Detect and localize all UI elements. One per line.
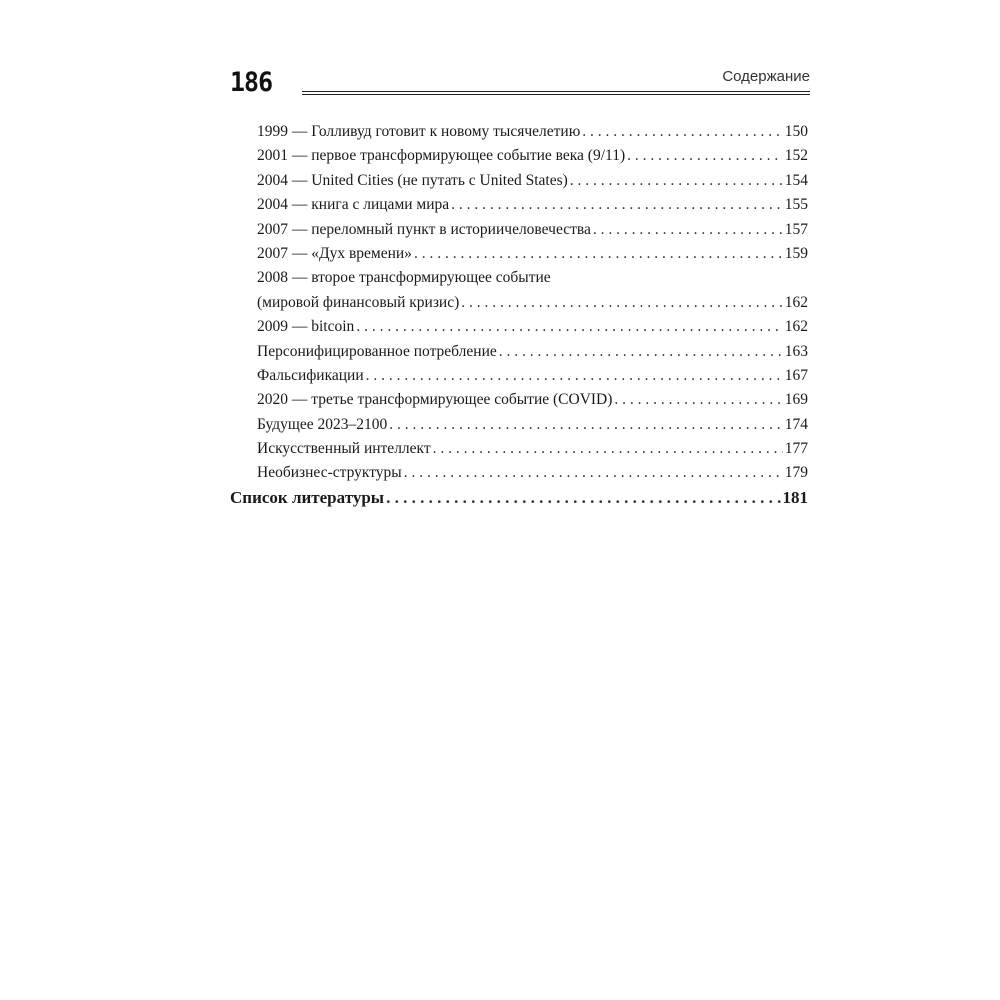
toc-entry-title: Фальсификации <box>257 366 364 384</box>
toc-leader-dots <box>366 364 783 388</box>
toc-entry-page: 163 <box>784 342 808 360</box>
toc-entry-title: 1999 — Голливуд готовит к новому тысячелетию <box>257 123 581 140</box>
toc-entry <box>230 120 808 144</box>
toc-leader-dots <box>414 242 783 266</box>
toc-entry-title: 2004 — United Cities (не путать с United States) <box>257 171 568 189</box>
toc-entry-title: 2001 — первое трансформирующее событие века (9/11) <box>257 147 626 165</box>
toc-entry-title: 2007 — переломный пункт в историичеловечества <box>257 220 591 238</box>
toc-leader-dots <box>614 388 782 412</box>
toc-entry <box>230 218 808 242</box>
toc-leader-dots <box>627 144 783 168</box>
toc-entry-page: 162 <box>784 318 808 336</box>
toc-leader-dots <box>499 340 783 364</box>
toc-entry-page: 169 <box>784 391 808 409</box>
toc-entry-page: 179 <box>784 464 808 482</box>
toc-leader-dots <box>582 120 782 144</box>
toc-entry <box>230 169 808 193</box>
toc-entry <box>230 413 808 437</box>
toc-entry <box>230 437 808 461</box>
toc-entry <box>230 388 808 412</box>
toc-leader-dots <box>451 193 783 217</box>
toc-entry-title: 2008 — второе трансформирующее событие <box>257 269 551 287</box>
toc-entry-title: Искусственный интеллект <box>257 440 431 458</box>
running-head-title: Содержание <box>722 68 810 85</box>
toc-leader-dots <box>389 413 783 437</box>
toc-leader-dots <box>593 218 783 242</box>
toc-entry-title: Список литературы <box>230 487 385 507</box>
table-of-contents <box>230 120 808 510</box>
toc-leader-dots <box>570 169 783 193</box>
toc-entry-page: 150 <box>784 123 808 140</box>
toc-entry <box>230 193 808 217</box>
toc-entry <box>230 242 808 266</box>
running-header <box>230 66 810 98</box>
toc-entry-page: 159 <box>784 244 808 262</box>
toc-entry-title: Будущее 2023–2100 <box>257 415 388 433</box>
toc-leader-dots <box>356 315 782 339</box>
toc-entry-page: 157 <box>784 220 808 238</box>
toc-entry <box>230 340 808 364</box>
toc-entry-page: 155 <box>784 196 808 214</box>
toc-entry-title: (мировой финансовый кризис) <box>257 293 460 311</box>
toc-entry-page: 154 <box>784 171 808 189</box>
toc-entry-title: 2009 — bitcoin <box>257 318 355 336</box>
toc-entry-continued <box>230 266 808 290</box>
toc-leader-dots <box>404 461 783 485</box>
toc-entry-bibliography <box>230 486 808 510</box>
toc-entry <box>230 291 808 315</box>
toc-leader-dots <box>386 486 780 510</box>
toc-leader-dots <box>433 437 783 461</box>
toc-entry-title: Персонифицированное потребление <box>257 342 497 360</box>
toc-entry <box>230 364 808 388</box>
toc-entry <box>230 315 808 339</box>
toc-entry <box>230 144 808 168</box>
toc-entry-title: 2020 — третье трансформирующее событие (COVID) <box>257 391 613 409</box>
page-number: 186 <box>230 67 273 98</box>
toc-entry-page: 181 <box>782 487 808 507</box>
header-rule <box>302 91 810 95</box>
toc-entry-page: 167 <box>784 366 808 384</box>
toc-leader-dots <box>461 291 782 315</box>
toc-entry-title: 2004 — книга с лицами мира <box>257 196 450 214</box>
toc-entry-title: Необизнес-структуры <box>257 464 402 482</box>
toc-entry-page: 174 <box>784 415 808 433</box>
toc-entry-page: 162 <box>784 293 808 311</box>
toc-entry-page: 152 <box>784 147 808 165</box>
toc-entry <box>230 461 808 485</box>
toc-entry-title: 2007 — «Дух времени» <box>257 244 412 262</box>
toc-entry-page: 177 <box>784 440 808 458</box>
